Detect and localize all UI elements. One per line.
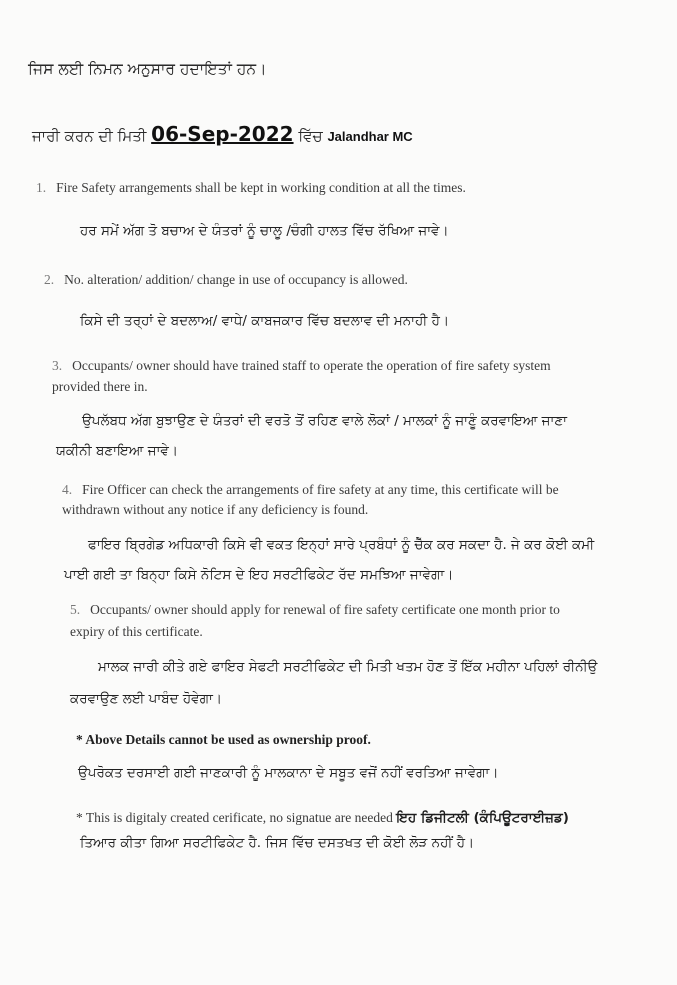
issue-date-value: 06-Sep-2022 [151,122,294,146]
instruction-4-punjabi: ਫਾਇਰ ਬ੍ਰਿਗੇਡ ਅਧਿਕਾਰੀ ਕਿਸੇ ਵੀ ਵਕਤ ਇਨ੍ਹਾਂ ਸਾਰੇ ਪ੍ਰਬੰਧਾਂ ਨੂੰ ਚੈੱਕ ਕਰ ਸਕਦਾ ਹੈ. ਜੇ ਕਰ ਕੋਈ ਕਮੀ [88,537,595,553]
note-ownership-punjabi: ਉਪਰੋਕਤ ਦਰਸਾਈ ਗਈ ਜਾਣਕਾਰੀ ਨੂੰ ਮਾਲਕਾਨਾ ਦੇ ਸਬੂਤ ਵਜੋਂ ਨਹੀਂ ਵਰਤਿਆ ਜਾਵੇਗਾ। [78,765,499,781]
note-digital-punjabi: ਤਿਆਰ ਕੀਤਾ ਗਿਆ ਸਰਟੀਫਿਕੇਟ ਹੈ. ਜਿਸ ਵਿੱਚ ਦਸਤਖਤ ਦੀ ਕੋਈ ਲੋੜ ਨਹੀਂ ਹੈ। [80,835,475,851]
instruction-2-english: 2. No. alteration/ addition/ change in use of occupancy is allowed. [44,272,408,287]
instruction-3-english: 3. Occupants/ owner should have trained staff to operate the operation of fire safety system [52,358,551,373]
instruction-1-punjabi: ਹਰ ਸਮੇਂ ਅੱਗ ਤੋ ਬਚਾਅ ਦੇ ਯੰਤਰਾਂ ਨੂੰ ਚਾਲੂ /ਚੰਗੀ ਹਾਲਤ ਵਿੱਚ ਰੱਖਿਆ ਜਾਵੇ। [80,223,449,239]
issue-place: Jalandhar MC [327,129,413,144]
instruction-2-punjabi: ਕਿਸੇ ਦੀ ਤਰ੍ਹਾਂ ਦੇ ਬਦਲਾਅ/ ਵਾਧੇ/ ਕਾਬਜਕਾਰ ਵਿੱਚ ਬਦਲਾਵ ਦੀ ਮਨਾਹੀ ਹੈ। [80,313,450,329]
instruction-3-punjabi-cont: ਯਕੀਨੀ ਬਣਾਇਆ ਜਾਵੇ। [56,443,178,459]
issue-date-label: ਜਾਰੀ ਕਰਨ ਦੀ ਮਿਤੀ [32,127,147,145]
instruction-1-english: 1. Fire Safety arrangements shall be kept in working condition at all the times. [36,180,466,195]
issue-date-line [32,122,413,146]
instruction-3-punjabi: ਉਪਲੱਬਧ ਅੱਗ ਬੁਝਾਉਣ ਦੇ ਯੰਤਰਾਂ ਦੀ ਵਰਤੋ ਤੋਂ ਰਹਿਣ ਵਾਲੇ ਲੋਕਾਂ / ਮਾਲਕਾਂ ਨੂੰ ਜਾਣੂੰ ਕਰਵਾਇਆ ਜਾਣਾ [82,413,567,429]
instruction-5-english-cont: expiry of this certificate. [70,624,203,639]
instruction-4-english: 4. Fire Officer can check the arrangements of fire safety at any time, this certificate will be [62,482,559,497]
intro-line: ਜਿਸ ਲਈ ਨਿਮਨ ਅਨੁਸਾਰ ਹਦਾਇਤਾਂ ਹਨ। [28,60,267,78]
instruction-5-english: 5. Occupants/ owner should apply for renewal of fire safety certificate one month prior to [70,602,560,617]
instruction-5-punjabi-cont: ਕਰਵਾਉਣ ਲਈ ਪਾਬੰਦ ਹੋਵੇਗਾ। [70,691,222,707]
instruction-4-punjabi-cont: ਪਾਈ ਗਈ ਤਾ ਬਿਨ੍ਹਾ ਕਿਸੇ ਨੋਟਿਸ ਦੇ ਇਹ ਸਰਟੀਫਿਕੇਟ ਰੱਦ ਸਮਝਿਆ ਜਾਵੇਗਾ। [64,567,454,583]
instruction-5-punjabi: ਮਾਲਕ ਜਾਰੀ ਕੀਤੇ ਗਏ ਫਾਇਰ ਸੇਫਟੀ ਸਰਟੀਫਿਕੇਟ ਦੀ ਮਿਤੀ ਖਤਮ ਹੋਣ ਤੋਂ ਇੱਕ ਮਹੀਨਾ ਪਹਿਲਾਂ ਰੀਨੀਉ [98,659,598,675]
note-digital-english: * This is digitaly created cerificate, no signatue are needed ਇਹ ਡਿਜੀਟਲੀ (ਕੰਪਿਊਟਰਾਈਜ਼ਡ) [76,810,569,826]
issue-at-label: ਵਿੱਚ [298,127,323,145]
instruction-4-english-cont: withdrawn without any notice if any deficiency is found. [62,502,369,517]
note-ownership-english: * Above Details cannot be used as ownership proof. [76,732,371,747]
instruction-3-english-cont: provided there in. [52,379,148,394]
